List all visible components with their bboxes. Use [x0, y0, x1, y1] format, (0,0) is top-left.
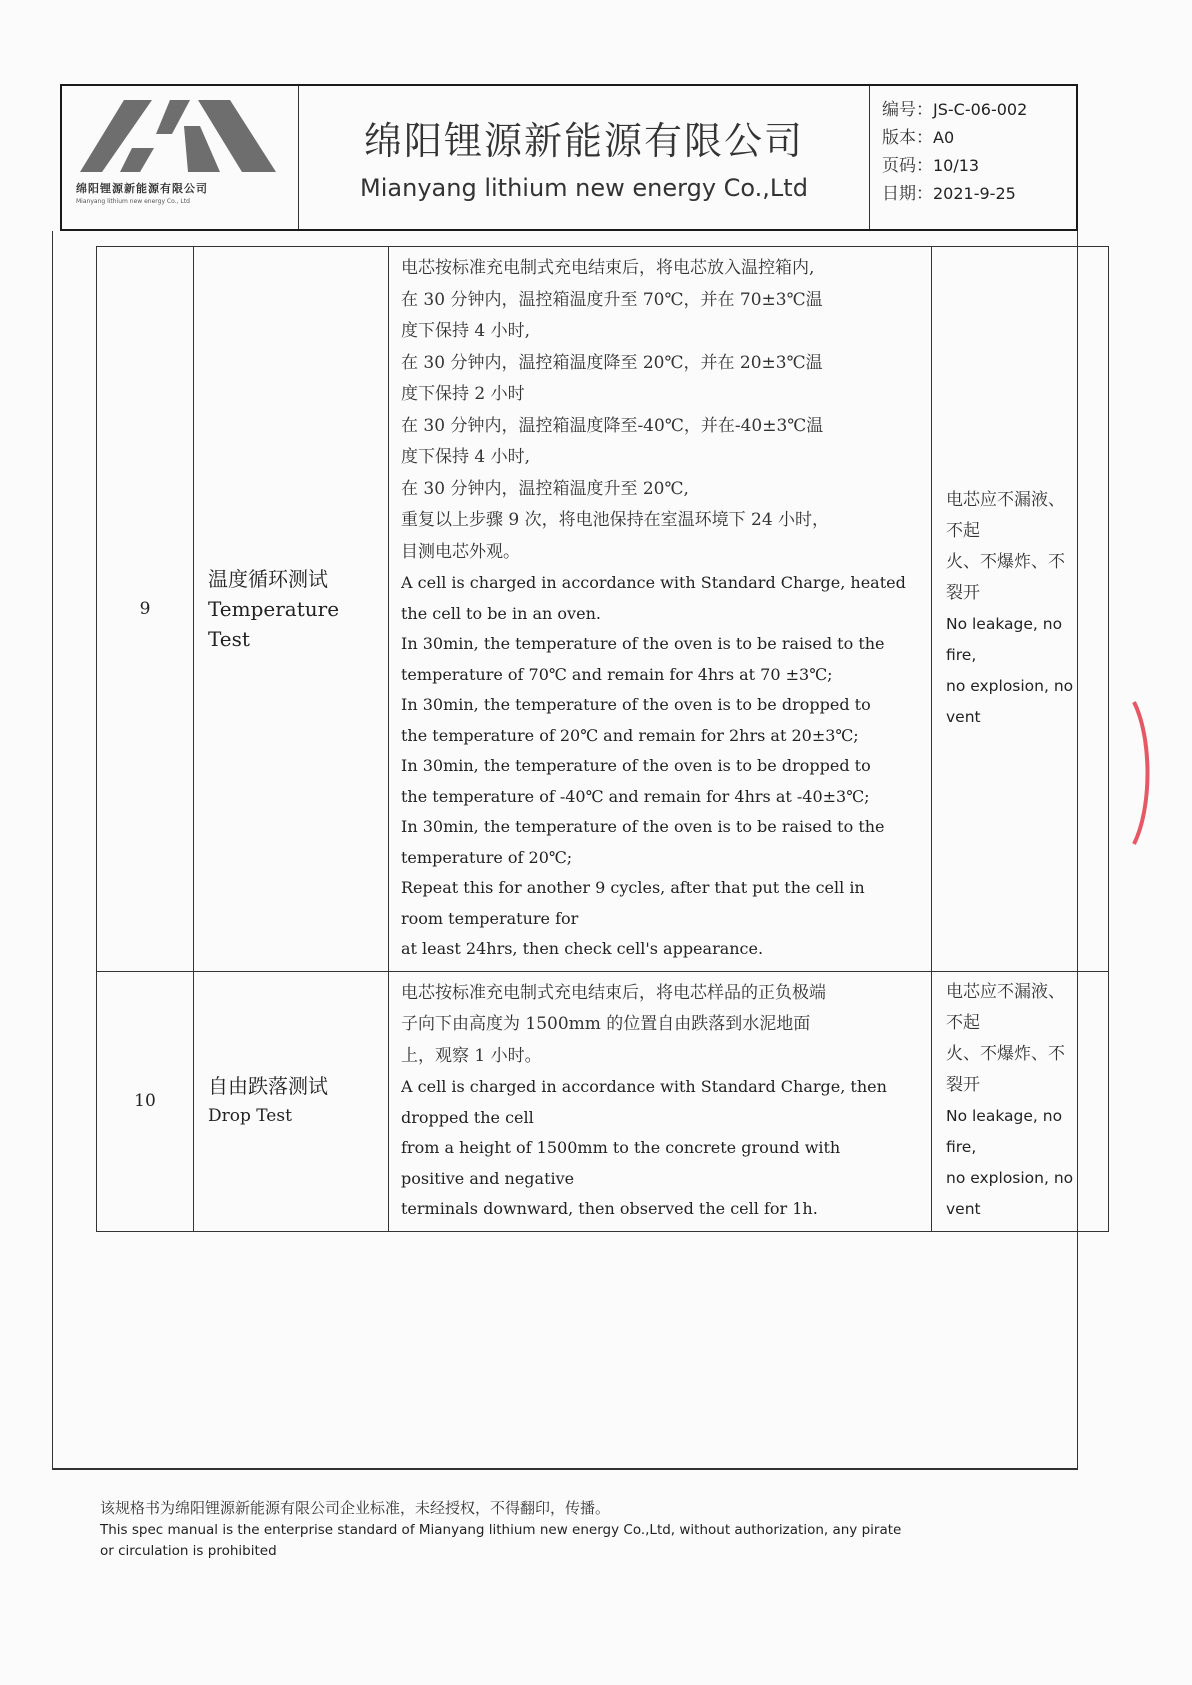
requirement-line-cn: 火、不爆炸、不	[946, 551, 1065, 572]
requirement-line-en: no explosion, no	[946, 676, 1074, 695]
method-line-en: temperature of 20℃;	[401, 847, 573, 867]
test-spec-table	[96, 246, 1109, 1232]
requirement-line-cn: 不起	[946, 1013, 980, 1033]
test-item	[194, 247, 389, 972]
requirement-line-en: vent	[946, 1200, 981, 1218]
test-method	[389, 971, 932, 1231]
method-line-en: positive and negative	[401, 1168, 575, 1188]
requirement-line-en: No leakage, no	[946, 1107, 1063, 1125]
meta-date: 日期：2021-9-25	[882, 184, 1016, 204]
requirement-line-en: fire,	[946, 1138, 977, 1156]
requirement-line-cn: 火、不爆炸、不	[946, 1044, 1065, 1064]
method-line-en: from a height of 1500mm to the concrete ground with	[401, 1138, 841, 1157]
requirement-line-en: fire,	[946, 645, 977, 664]
method-line-cn: 电芯按标准充电制式充电结束后，将电芯放入温控箱内,	[401, 258, 815, 278]
logo-company-name-cn: 绵阳锂源新能源有限公司	[76, 182, 208, 195]
method-line-en: A cell is charged in accordance with Standard Charge, then	[401, 1077, 887, 1096]
requirement-line-cn: 不起	[946, 520, 980, 541]
method-line-cn: 度下保持 2 小时	[401, 384, 525, 404]
test-item-en: Temperature	[208, 596, 340, 621]
test-item-en: Drop Test	[208, 1106, 292, 1126]
method-line-en: room temperature for	[401, 908, 579, 928]
page-frame-bottom	[52, 1468, 1078, 1470]
logo-company-name-en: Mianyang lithium new energy Co., Ltd	[76, 198, 190, 205]
footer-notice-cn: 该规格书为绵阳锂源新能源有限公司企业标准，未经授权，不得翻印，传播。	[100, 1499, 611, 1517]
method-line-cn: 度下保持 4 小时,	[401, 321, 531, 341]
method-line-en: the temperature of -40℃ and remain for 4hrs at -40±3℃;	[401, 786, 870, 806]
method-line-en: A cell is charged in accordance with Standard Charge, heated	[401, 573, 906, 592]
method-line-en: the cell to be in an oven.	[401, 603, 601, 623]
requirement-line-cn: 电芯应不漏液、	[946, 982, 1065, 1002]
test-item-cn: 温度循环测试	[208, 566, 328, 591]
company-title-en: Mianyang lithium new energy Co.,Ltd	[360, 174, 808, 202]
company-logo-cell	[62, 86, 299, 229]
method-line-en: the temperature of 20℃ and remain for 2hrs at 20±3℃;	[401, 725, 859, 745]
test-requirement	[932, 247, 1109, 972]
method-line-cn: 上，观察 1 小时。	[401, 1045, 542, 1066]
table-row	[97, 971, 1109, 1231]
meta-page: 页码：10/13	[882, 156, 980, 176]
method-line-en: terminals downward, then observed the cell for 1h.	[401, 1199, 818, 1218]
requirement-line-en: no explosion, no	[946, 1169, 1074, 1187]
test-item-cn: 自由跌落测试	[208, 1074, 328, 1098]
footer-notice-en-2: or circulation is prohibited	[100, 1543, 277, 1559]
method-line-en: In 30min, the temperature of the oven is to be raised to the	[401, 634, 885, 653]
method-line-cn: 在 30 分钟内，温控箱温度降至-40℃，并在-40±3℃温	[401, 415, 824, 436]
method-line-cn: 目测电芯外观。	[401, 541, 520, 562]
test-item-en-2: Test	[208, 626, 250, 651]
requirement-line-cn: 裂开	[946, 1075, 980, 1095]
document-meta	[870, 86, 1076, 229]
method-line-en: dropped the cell	[401, 1107, 534, 1127]
test-method	[389, 247, 932, 972]
requirement-line-en: vent	[946, 707, 981, 726]
test-requirement	[932, 971, 1109, 1231]
title-cell	[299, 86, 870, 229]
method-line-en: Repeat this for another 9 cycles, after that put the cell in	[401, 878, 865, 897]
method-line-en: at least 24hrs, then check cell's appearance.	[401, 939, 764, 958]
method-line-en: In 30min, the temperature of the oven is to be dropped to	[401, 695, 871, 714]
page-frame-left	[52, 231, 53, 1469]
meta-version: 版本：A0	[882, 128, 955, 148]
method-line-cn: 重复以上步骤 9 次，将电池保持在室温环境下 24 小时，	[401, 510, 830, 530]
document-header	[60, 84, 1078, 231]
method-line-cn: 度下保持 4 小时,	[401, 447, 531, 467]
meta-doc-number: 编号：JS-C-06-002	[882, 100, 1028, 120]
company-logo-icon	[80, 92, 280, 176]
requirement-line-cn: 裂开	[946, 582, 980, 603]
requirement-line-cn: 电芯应不漏液、	[946, 489, 1065, 510]
method-line-cn: 在 30 分钟内，温控箱温度升至 20℃,	[401, 478, 689, 499]
company-title-cn: 绵阳锂源新能源有限公司	[363, 119, 804, 163]
stamp-edge-icon	[1130, 698, 1154, 848]
test-item	[194, 971, 389, 1231]
method-line-cn: 在 30 分钟内，温控箱温度升至 70℃，并在 70±3℃温	[401, 289, 823, 310]
method-line-en: In 30min, the temperature of the oven is to be raised to the	[401, 817, 885, 836]
requirement-line-en: No leakage, no	[946, 614, 1063, 633]
method-line-cn: 子向下由高度为 1500mm 的位置自由跌落到水泥地面	[401, 1014, 811, 1034]
test-number: 9	[97, 247, 194, 972]
page-footer	[100, 1496, 901, 1562]
footer-notice-en: This spec manual is the enterprise standard of Mianyang lithium new energy Co.,Ltd, without authorization, any pirate	[100, 1522, 902, 1538]
table-row	[97, 247, 1109, 972]
test-number: 10	[97, 971, 194, 1231]
method-line-cn: 在 30 分钟内，温控箱温度降至 20℃，并在 20±3℃温	[401, 352, 823, 373]
method-line-en: temperature of 70℃ and remain for 4hrs at 70 ±3℃;	[401, 664, 833, 684]
method-line-cn: 电芯按标准充电制式充电结束后，将电芯样品的正负极端	[401, 982, 826, 1003]
method-line-en: In 30min, the temperature of the oven is to be dropped to	[401, 756, 871, 775]
